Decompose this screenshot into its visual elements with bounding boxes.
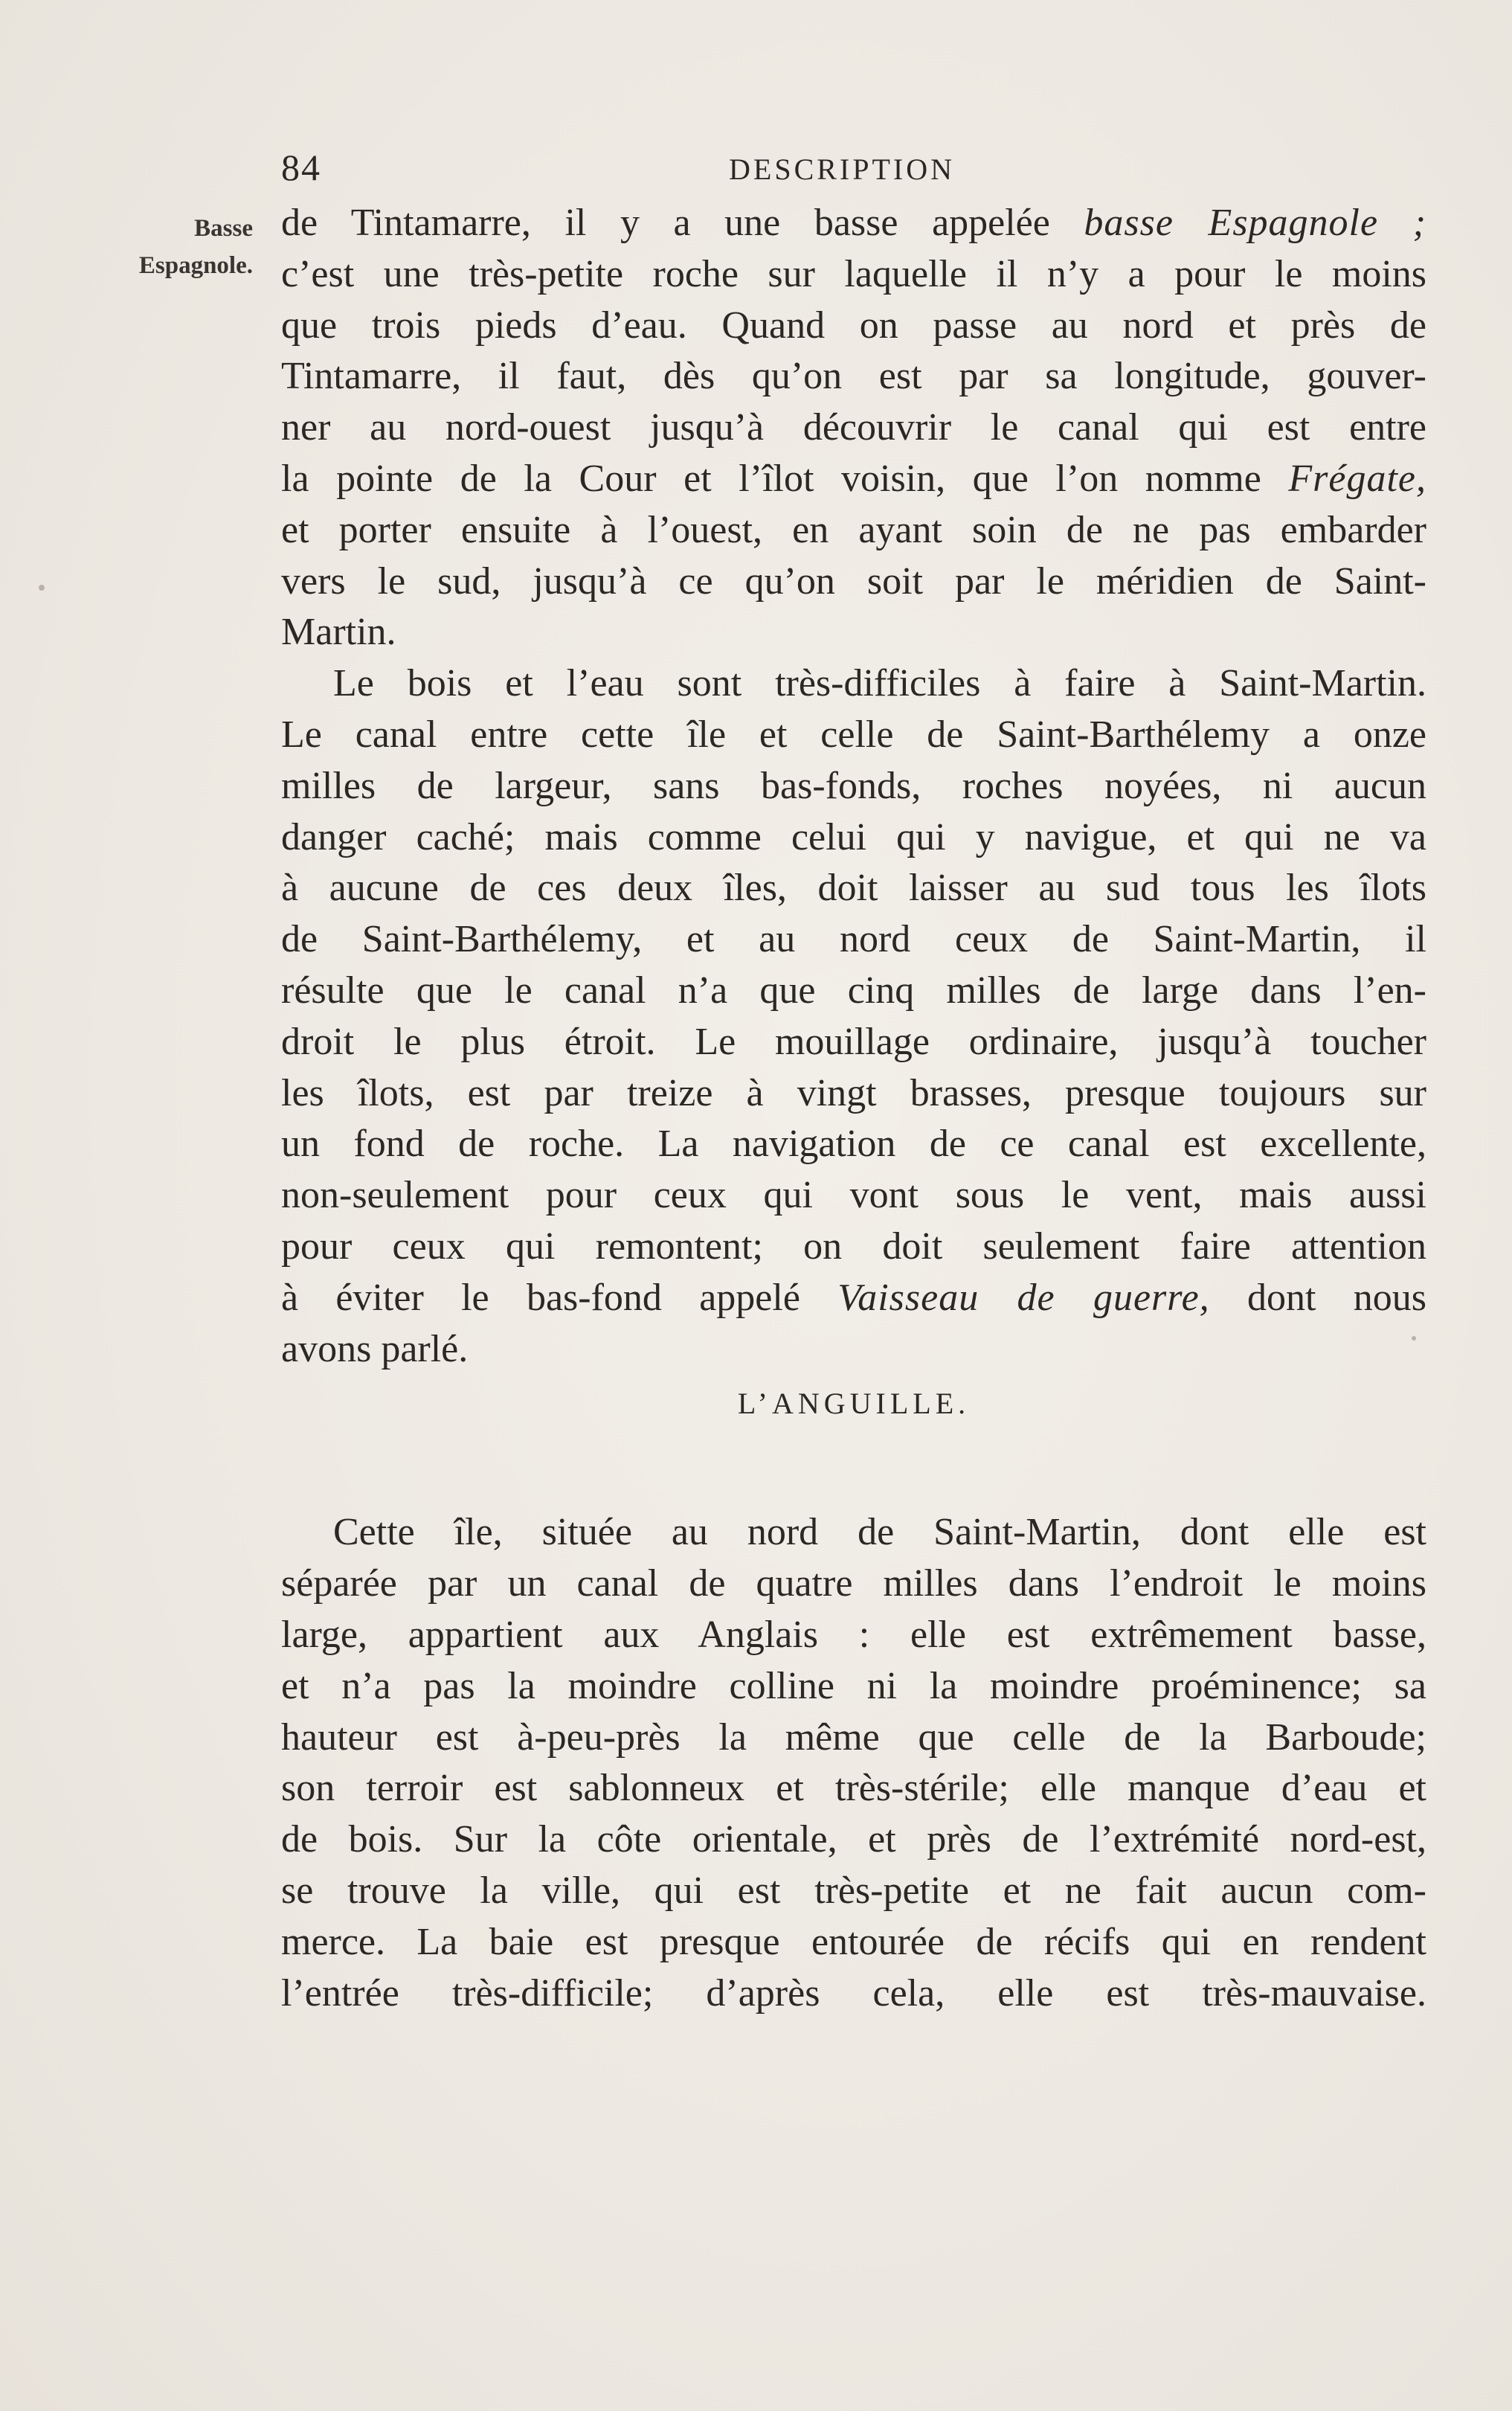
text-line: Tintamarre, il faut, dès qu’on est par sa longitude, gouver- xyxy=(281,355,1426,398)
section-spacer xyxy=(281,1427,1426,1507)
page-header xyxy=(281,146,1426,198)
text-line: de bois. Sur la côte orientale, et près de l’extrémité nord-est, xyxy=(281,1818,1426,1861)
text-line: hauteur est à-peu-près la même que celle de la Barboude; xyxy=(281,1715,1426,1759)
text-line: vers le sud, jusqu’à ce qu’on soit par le méridien de Saint- xyxy=(281,559,1426,603)
margin-note-line: Basse xyxy=(194,215,253,242)
text-line: se trouve la ville, qui est très-petite et ne fait aucun com- xyxy=(281,1869,1426,1912)
margin-note-line: Espagnole. xyxy=(138,252,253,279)
italic-term: Frégate, xyxy=(1288,457,1426,500)
text-line: droit le plus étroit. Le mouillage ordinaire, jusqu’à toucher xyxy=(281,1020,1426,1063)
text-line: les îlots, est par treize à vingt brasses, presque toujours sur xyxy=(281,1071,1426,1114)
text-run: dont nous xyxy=(1209,1276,1426,1319)
italic-term: Vaisseau de guerre, xyxy=(837,1276,1210,1319)
italic-term: basse Espagnole ; xyxy=(1084,202,1426,244)
text-line: Cette île, située au nord de Saint-Martin, dont elle est xyxy=(333,1511,1426,1554)
text-run: la pointe de la Cour et l’îlot voisin, que l’on nomme xyxy=(281,457,1289,500)
paper-speck xyxy=(39,585,45,591)
text-line: c’est une très-petite roche sur laquelle il n’y a pour le moins xyxy=(281,252,1426,295)
paragraph xyxy=(281,198,1426,658)
text-line: large, appartient aux Anglais : elle est extrêmement basse, xyxy=(281,1613,1426,1656)
margin-note xyxy=(104,210,253,284)
section-title: L’ANGUILLE. xyxy=(737,1387,971,1421)
text-line: que trois pieds d’eau. Quand on passe au nord et près de xyxy=(281,304,1426,347)
paragraph xyxy=(281,1507,1426,2019)
text-run: de Tintamarre, il y a une basse appelée xyxy=(281,202,1084,244)
text-line: résulte que le canal n’a que cinq milles de large dans l’en- xyxy=(281,969,1426,1012)
text-line: un fond de roche. La navigation de ce canal est excellente, xyxy=(281,1123,1426,1166)
text-line xyxy=(281,1273,1426,1324)
text-line: pour ceux qui remontent; on doit seulement faire attention xyxy=(281,1224,1426,1268)
running-title: DESCRIPTION xyxy=(729,153,956,186)
text-line: Le bois et l’eau sont très-difficiles à faire à Saint-Martin. xyxy=(333,662,1426,705)
text-line: Le canal entre cette île et celle de Saint-Barthélemy a onze xyxy=(281,713,1426,756)
text-line: danger caché; mais comme celui qui y navigue, et qui ne va xyxy=(281,815,1426,858)
page-number: 84 xyxy=(281,147,321,188)
text-line: séparée par un canal de quatre milles dans l’endroit le moins xyxy=(281,1562,1426,1605)
text-line: de Saint-Barthélemy, et au nord ceux de Saint-Martin, il xyxy=(281,918,1426,961)
body-text xyxy=(281,198,1426,2019)
paragraph xyxy=(281,658,1426,1375)
text-line: l’entrée très-difficile; d’après cela, elle est très-mauvaise. xyxy=(281,1971,1426,2014)
text-line: avons parlé. xyxy=(281,1327,469,1370)
text-line: son terroir est sablonneux et très-stérile; elle manque d’eau et xyxy=(281,1767,1426,1810)
text-line: ner au nord-ouest jusqu’à découvrir le canal qui est entre xyxy=(281,406,1426,449)
text-line: milles de largeur, sans bas-fonds, roches noyées, ni aucun xyxy=(281,764,1426,807)
text-line: non-seulement pour ceux qui vont sous le vent, mais aussi xyxy=(281,1174,1426,1217)
text-line: et porter ensuite à l’ouest, en ayant soin de ne pas embarder xyxy=(281,508,1426,551)
text-line xyxy=(281,454,1426,505)
text-run: à éviter le bas-fond appelé xyxy=(281,1276,838,1319)
text-line xyxy=(281,198,1426,249)
paper-speck xyxy=(1412,1336,1416,1341)
text-line: merce. La baie est presque entourée de récifs qui en rendent xyxy=(281,1920,1426,1963)
text-line: et n’a pas la moindre colline ni la moindre proéminence; sa xyxy=(281,1664,1426,1707)
text-line: Martin. xyxy=(281,611,396,654)
text-line: à aucune de ces deux îles, doit laisser au sud tous les îlots xyxy=(281,867,1426,910)
